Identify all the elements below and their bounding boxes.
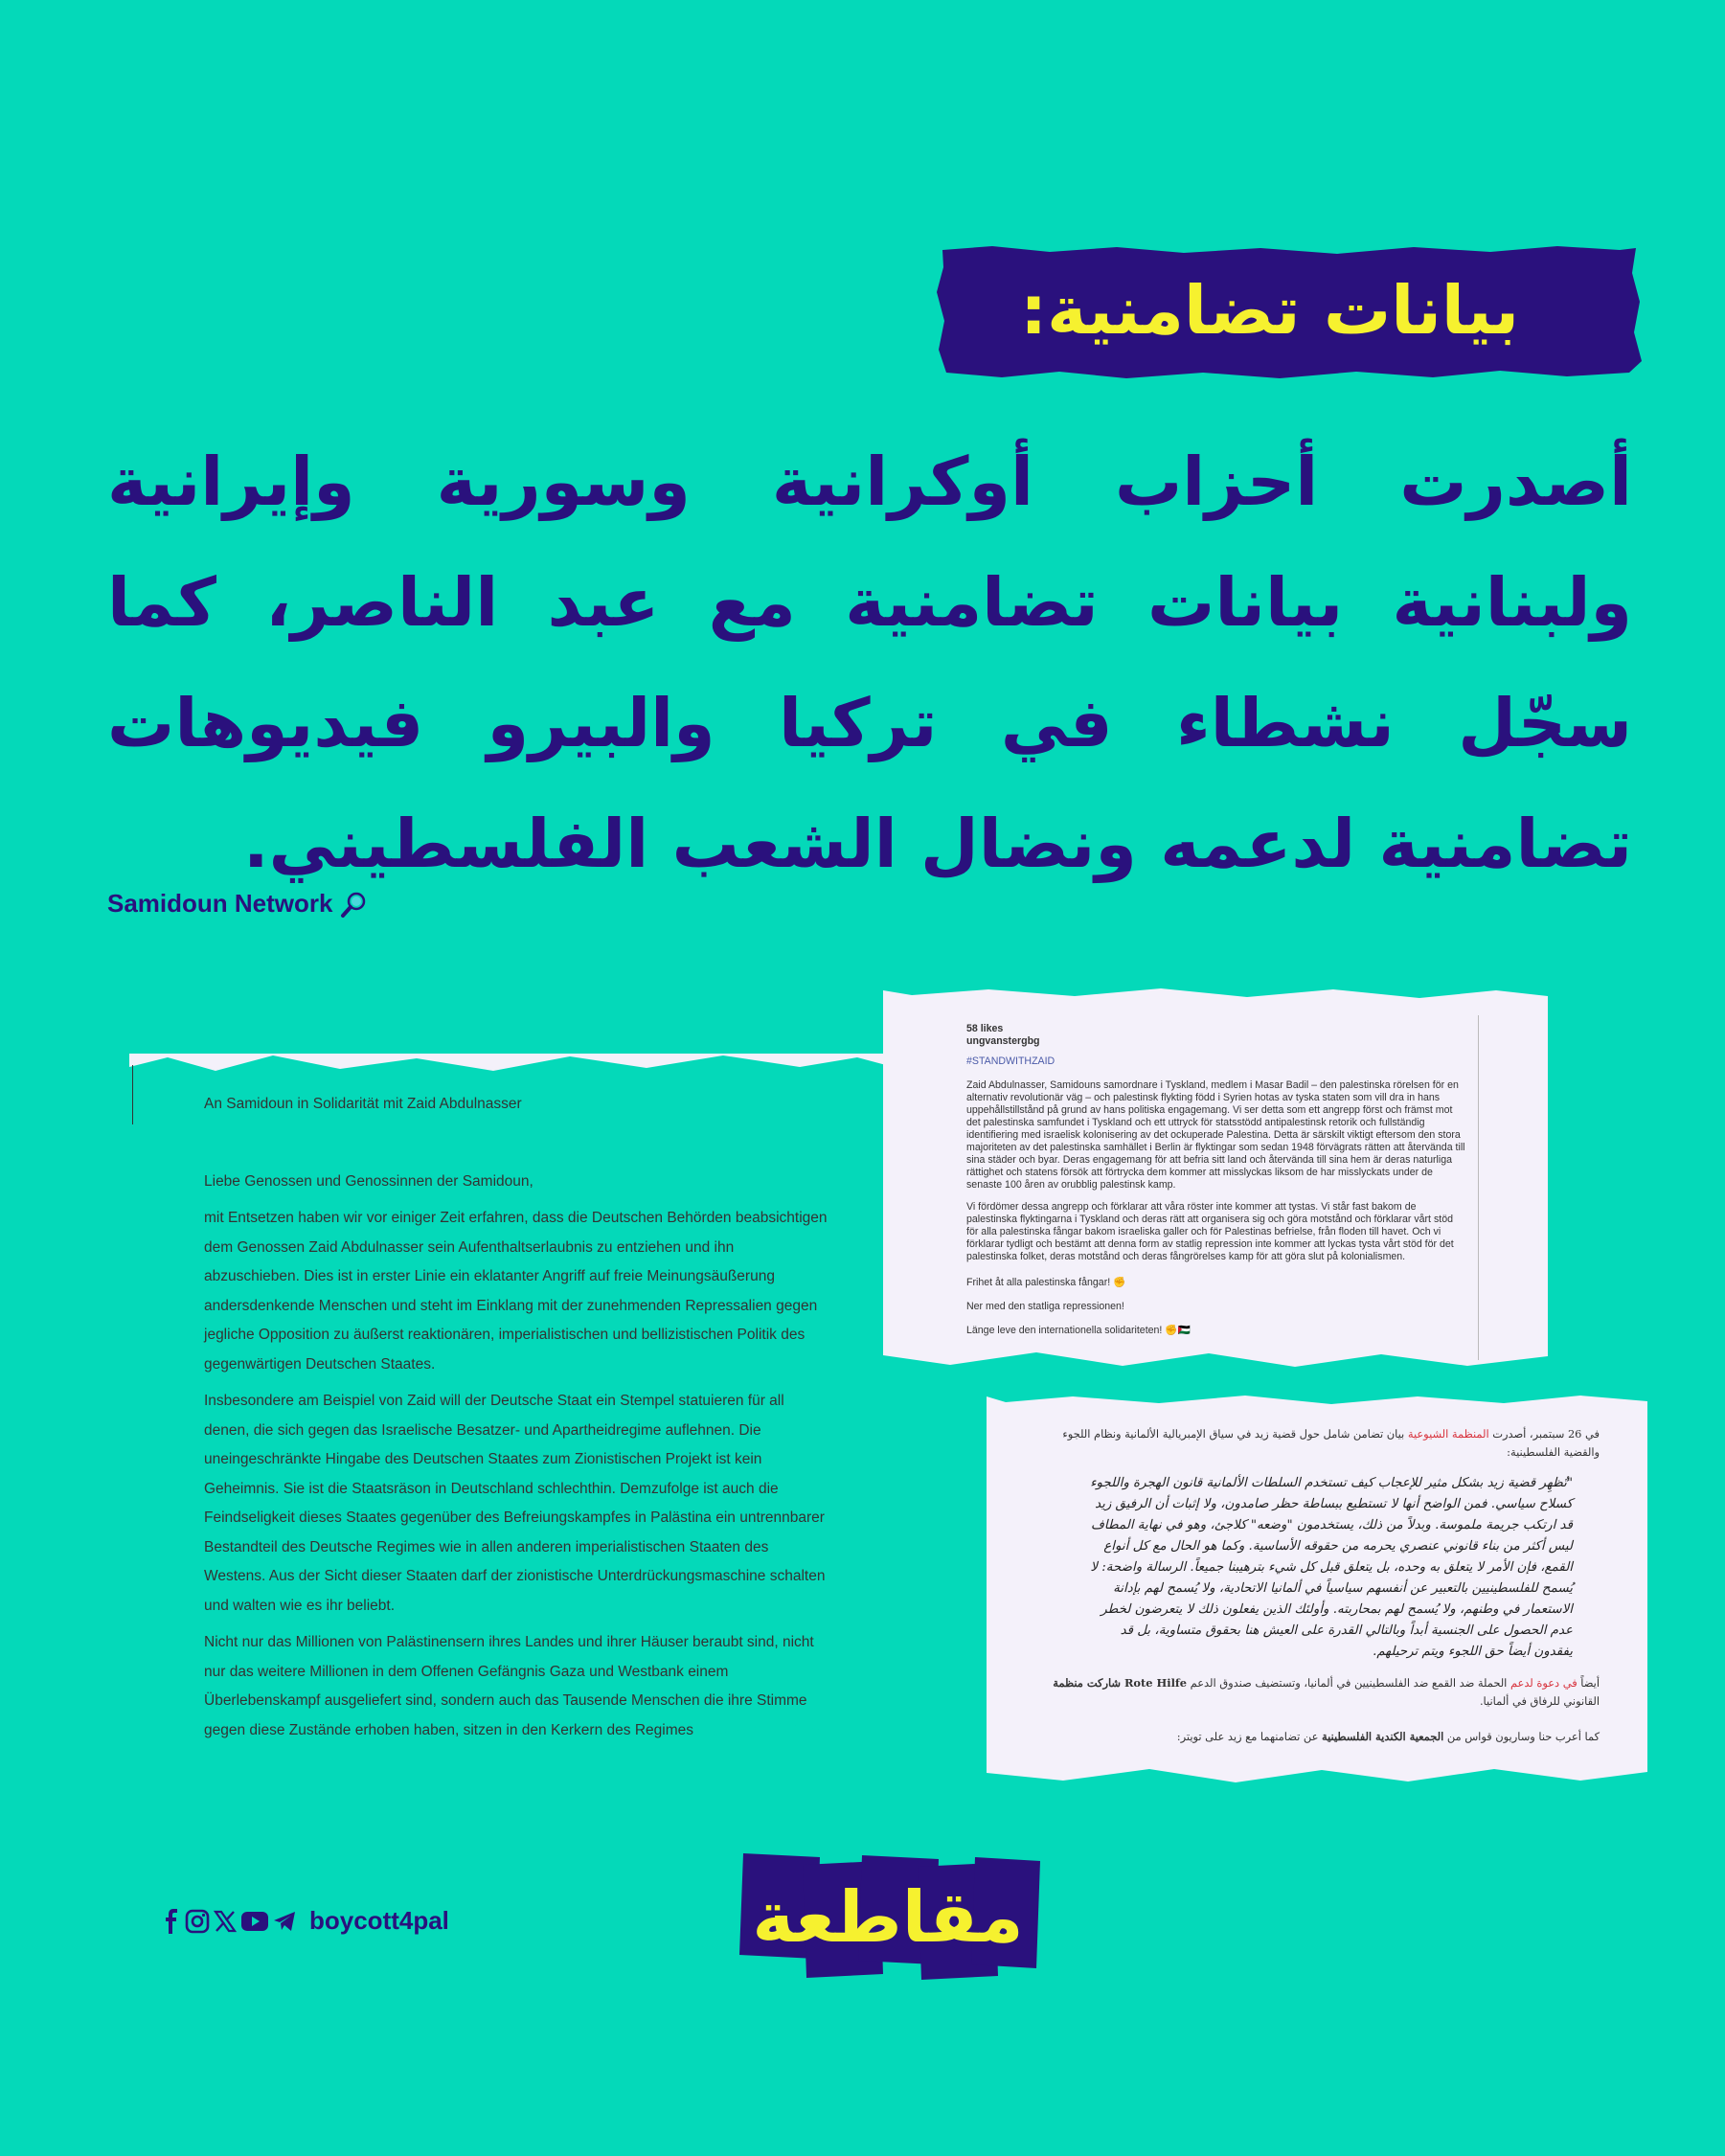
letter-paragraph-2: Insbesondere am Beispiel von Zaid will der Deutsche Staat ein Stempel statuieren für all denen, die sich gegen das Israelische Besatzer- und Apartheidregime auflehnen. Die uneingeschränkte Hingabe des Deutschen Staates zum Zionistischen Projekt ist kein Geheimnis. Sie ist die Staatsräson in Deutschland schlechthin. Demzufolge ist auch die Feindseligkeit dieses Staates gegenüber des Befreiungskampfes in Palästina ein untrennbarer Bestandteil des Deutsche Regimes wie in allen anderen imperialistischen Staaten des Westens. Aus der Sicht dieser Staaten darf der zionistische Unterdrückungsmaschine schalten und walten wie es ihr beliebt. (204, 1393, 826, 1614)
title-badge (935, 244, 1644, 380)
post-line-3: Länge leve den internationella solidariteten! ✊🇵🇸 (966, 1325, 1191, 1336)
divider (1478, 1015, 1479, 1360)
statement-paragraph-3: كما أعرب حنا وساريون قواس من الجمعية الكندية الفلسطينية عن تضامنهما مع زيد على تويتر: (1176, 1730, 1600, 1743)
statement-quote: "تُظهِر قضية زيد بشكل مثير للإعجاب كيف تستخدم السلطات الألمانية قانون الهجرة واللجوء كسلاح سياسي. فمن الواضح أنها لا تستطيع ببساطة حظر صامدون، ولا إثبات أن الرفيق زيد قد ارتكب جريمة ملموسة. وبدلاً من ذلك، يستخدمون "وضعه" كلاجئ، وهو في نهاية المطاف ليس أكثر من بناء قانوني عنصري يحرمه من حقوقه الأساسية. وكما هو الحال مع كل أنواع القمع، فإن الأمر لا يتعلق به وحده، بل يتعلق قبل كل شيء بترهيبنا جميعاً. الرسالة واضحة: لا يُسمح للفلسطينيين بالتعبير عن أنفسهم سياسياً في ألمانيا الاتحادية، ولا يُسمح لهم بإدانة الاستعمار في وطنهم، ولا يُسمح لهم بمحاربته. وأولئك الذين يفعلون ذلك لا يتعرضون لخطر عدم الحصول على الجنسية أبداً وبالتالي القدرة على العيش هنا بحقوق متساوية، بل قد يفقدون أيضاً حق اللجوء ويتم ترحيلهم. (1090, 1476, 1573, 1659)
post-username: ungvanstergbg (966, 1035, 1040, 1047)
highlight-link: في دعوة لدعم (1509, 1676, 1577, 1690)
instagram-icon[interactable] (185, 1909, 210, 1934)
letter-greeting: Liebe Genossen und Genossinnen der Samidoun, (204, 1172, 533, 1190)
post-hashtag: #STANDWITHZAID (966, 1055, 1055, 1067)
margin-line (132, 1065, 133, 1124)
youtube-icon[interactable] (240, 1909, 269, 1934)
facebook-icon[interactable] (161, 1909, 182, 1934)
german-letter-document (129, 1054, 886, 1743)
statement-paragraph-2: أيضاً في دعوة لدعم الحملة ضد القمع ضد الفلسطينيين في ألمانيا، وتستضيف صندوق الدعم Rote Hilfe شاركت منظمة القانوني للرفاق في ألمانيا. (1053, 1676, 1600, 1708)
post-paragraph-2: Vi fördömer dessa angrepp och förklarar att våra röster inte kommer att tystas. Vi står fast bakom de palestinska flyktingarna i Tyskland och deras rätt att organisera sig och göra motstånd och förklarar vårt stöd för alla palestinska fångar bakom israeliska galler och för Palestinas befrielse, från floden till havet. Och vi förklarar tydligt och bestämt att denna form av statlig repression inte kommer att lyckas tysta vårt stöd för det palestinska folket, deras motstånd och deras fångrörelses kamp för att göra slut på kolonialismen. (966, 1201, 1454, 1262)
statement-intro: في 26 سبتمبر، أصدرت المنظمة الشيوعية بيان تضامن شامل حول قضية زيد في سياق الإمبريالية الألمانية ونظام اللجوء والقضية الفلسطينية: (1062, 1427, 1600, 1459)
post-paragraph-1: Zaid Abdulnasser, Samidouns samordnare i Tyskland, medlem i Masar Badil – den palestinska rörelsen för en alternativ revolutionär väg – och palestinsk flykting född i Syrien hotas av tyska staten som vill dra in hans uppehållstillstånd på grund av hans politiska engagemang. Vi ser detta som ett angrepp först och främst mot det palestinska samfundet i Tyskland och ett uttryck för statsstödd antipalestinsk retorik och fullständig identifiering med israelisk kolonisering av det ockuperade Palestina. Detta är särskilt viktigt eftersom den stora majoriteten av det palestinska samhället i Berlin är flyktingar som sedan 1948 förvägrats rätten att återvända till sina städer och byar. Deras engagemang för att befria sitt land och återvända till sina hem är deras naturliga rättighet och statens försök att förtrycka dem kommer att misslyckas liksom de har misslyckats under de senaste 100 åren av orubblig palestinsk kamp. (966, 1079, 1465, 1191)
muqata3a-logo (736, 1853, 1040, 1982)
letter-heading: An Samidoun in Solidarität mit Zaid Abdulnasser (204, 1096, 522, 1112)
logo-text: مقاطعة (752, 1876, 1024, 1959)
arabic-statement-document (987, 1394, 1647, 1784)
likes-count: 58 likes (966, 1023, 1004, 1034)
main-statement: أصدرت أحزاب أوكرانية وسورية وإيرانية ولبنانية بيانات تضامنية مع عبد الناصر، كما سجّل نشطاء في تركيا والبيرو فيديوهات تضامنية لدعمه ونضال الشعب الفلسطيني. (107, 443, 1632, 883)
letter-paragraph-3: Nicht nur das Millionen von Palästinensern ihres Landes und ihrer Häuser beraubt sind, nicht nur das weitere Millionen in dem Offenen Gefängnis Gaza und Westbank einem Überlebenskampf ausgeliefert sind, sondern auch das Tausende Menschen die ihre Stimme gegen diese Zustände erhoben haben, sitzen in den Kerkern des Regimes (204, 1634, 814, 1738)
x-twitter-icon[interactable] (213, 1909, 238, 1934)
magnifier-icon (340, 890, 369, 919)
post-line-2: Ner med den statliga repressionen! (966, 1301, 1124, 1312)
highlight-link: المنظمة الشيوعية (1407, 1427, 1489, 1441)
social-handle[interactable]: boycott4pal (309, 1906, 449, 1935)
swedish-post-document (883, 987, 1548, 1368)
telegram-icon[interactable] (272, 1909, 297, 1934)
letter-paragraph-1: mit Entsetzen haben wir vor einiger Zeit erfahren, dass die Deutschen Behörden beabsichtigen dem Genossen Zaid Abdulnasser sein Aufenthaltserlaubnis zu entziehen und ihn abzuschieben. Dies ist in erster Linie ein eklatanter Angriff auf freie Meinungsäußerung andersdenkende Menschen und steht im Einklang mit der zunehmenden Repressalien gegen jegliche Opposition zu äußerst reaktionären, imperialistischen und bellizistischen Politik des gegenwärtigen Deutschen Staates. (204, 1210, 828, 1373)
page-title: بيانات تضامنية: (1020, 271, 1519, 350)
source-credit (107, 889, 369, 919)
social-bar (161, 1906, 449, 1936)
source-label: Samidoun Network (107, 889, 333, 918)
post-line-1: Frihet åt alla palestinska fångar! ✊ (966, 1277, 1126, 1288)
